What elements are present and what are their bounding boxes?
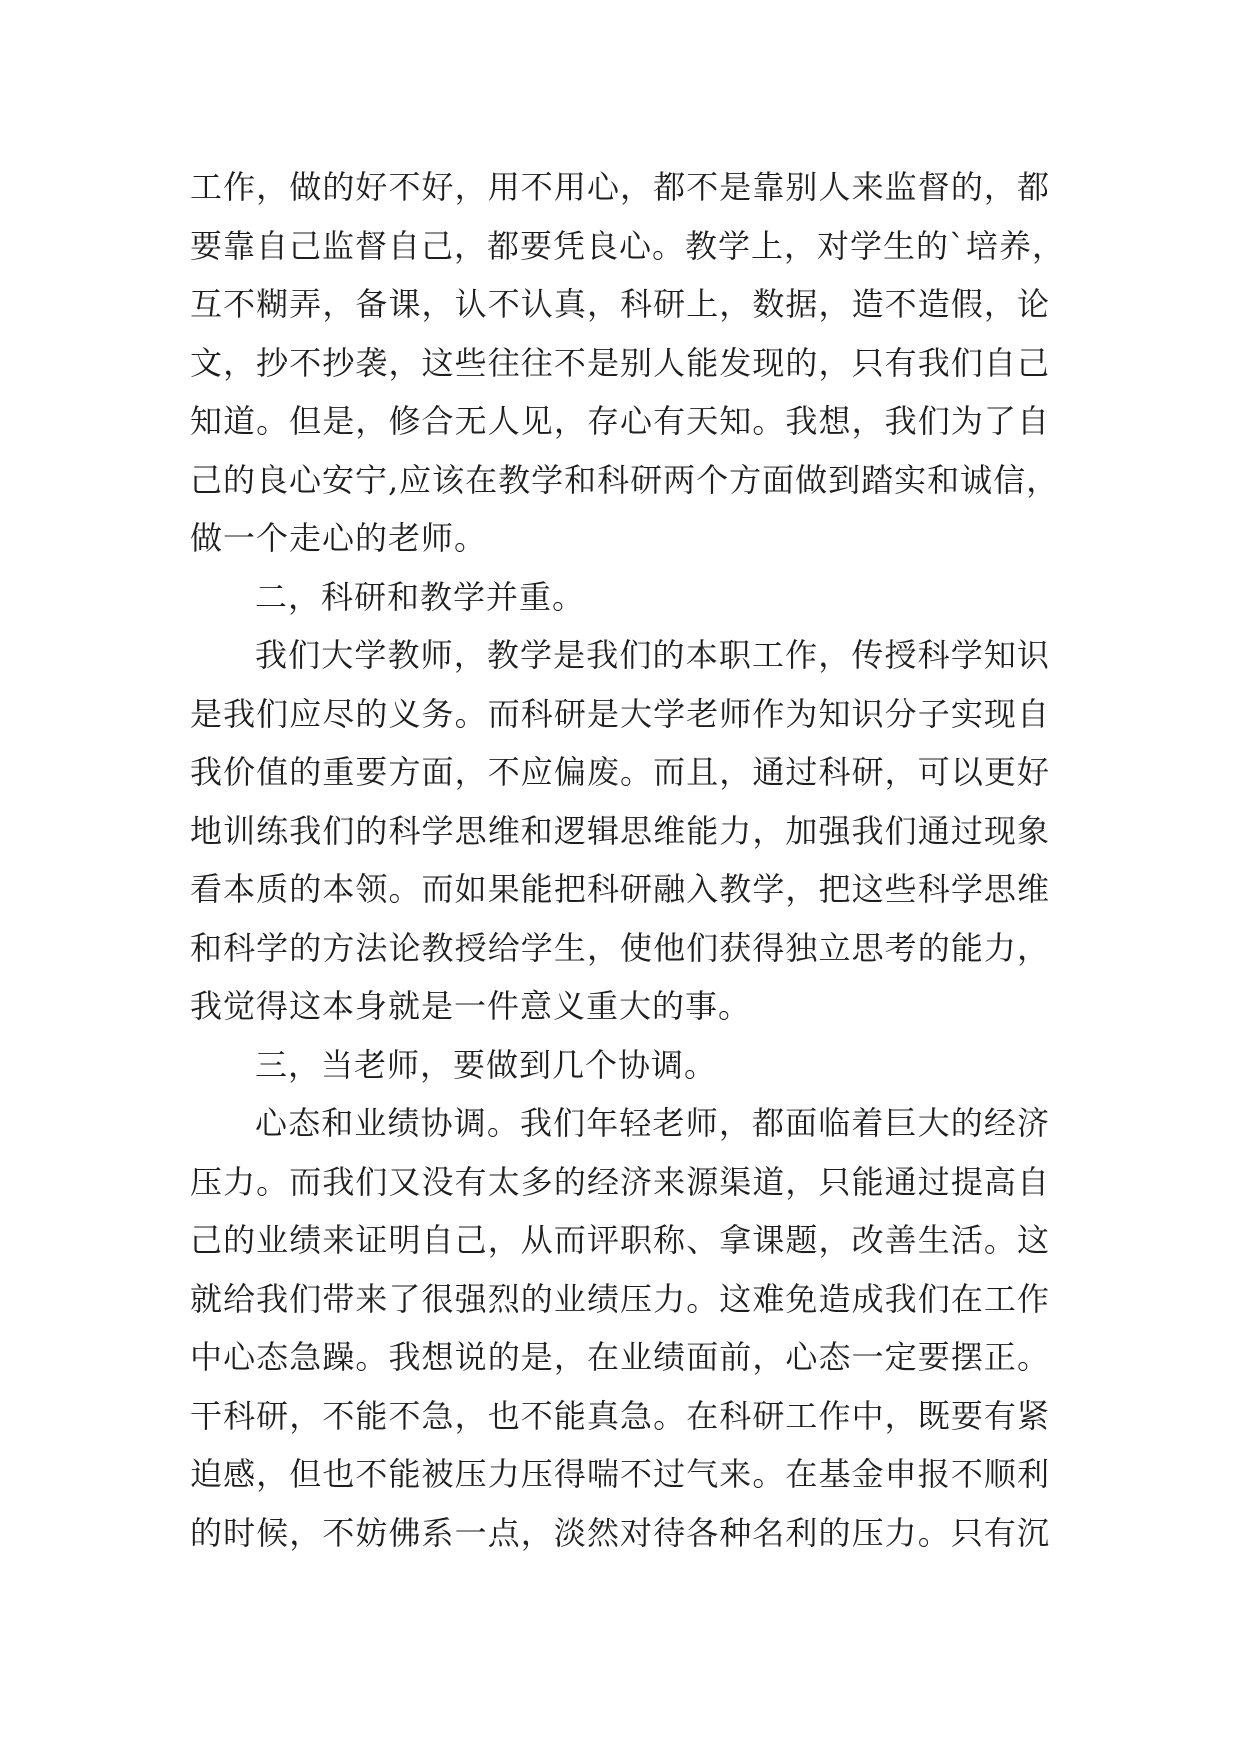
text-line: 我价值的重要方面，不应偏废。而且，通过科研，可以更好: [190, 753, 1050, 791]
text-line: 我们大学教师，教学是我们的本职工作，传授科学知识: [255, 636, 1050, 674]
text-line: 心态和业绩协调。我们年轻老师，都面临着巨大的经济: [255, 1104, 1050, 1142]
section-heading: 二，科研和教学并重。: [255, 577, 586, 616]
text-line: 就给我们带来了很强烈的业绩压力。这难免造成我们在工作: [190, 1279, 1050, 1318]
text-line: 要靠自己监督自己，都要凭良心。教学上，对学生的`培养，: [190, 226, 1066, 265]
section-heading: 三，当老师，要做到几个协调。: [255, 1045, 718, 1084]
text-line: 互不糊弄，备课，认不认真，科研上，数据，造不造假，论: [190, 285, 1050, 323]
text-line: 中心态急躁。我想说的是，在业绩面前，心态一定要摆正。: [190, 1338, 1050, 1376]
text-line: 文，抄不抄袭，这些往往不是别人能发现的，只有我们自己: [190, 343, 1050, 382]
text-line: 知道。但是，修合无人见，存心有天知。我想，我们为了自: [190, 402, 1050, 440]
text-line: 我觉得这本身就是一件意义重大的事。: [190, 987, 752, 1025]
text-line: 干科研，不能不急，也不能真急。在科研工作中，既要有紧: [190, 1396, 1050, 1435]
text-line: 己的良心安宁,应该在教学和科研两个方面做到踏实和诚信，: [190, 460, 1060, 499]
text-line: 己的业绩来证明自己，从而评职称、拿课题，改善生活。这: [190, 1221, 1050, 1259]
text-line: 是我们应尽的义务。而科研是大学老师作为知识分子实现自: [190, 694, 1050, 733]
text-line: 压力。而我们又没有太多的经济来源渠道，只能通过提高自: [190, 1162, 1050, 1201]
text-line: 地训练我们的科学思维和逻辑思维能力，加强我们通过现象: [190, 811, 1050, 850]
text-line: 的时候，不妨佛系一点，淡然对待各种名利的压力。只有沉: [190, 1513, 1050, 1552]
text-line: 看本质的本领。而如果能把科研融入教学，把这些科学思维: [190, 870, 1050, 908]
document-body: [190, 158, 1066, 1562]
text-line: 做一个走心的老师。: [190, 519, 488, 557]
text-line: 迫感，但也不能被压力压得喘不过气来。在基金申报不顺利: [190, 1455, 1050, 1493]
text-line: 工作，做的好不好，用不用心，都不是靠别人来监督的，都: [190, 168, 1050, 206]
text-line: 和科学的方法论教授给学生，使他们获得独立思考的能力，: [190, 928, 1050, 967]
